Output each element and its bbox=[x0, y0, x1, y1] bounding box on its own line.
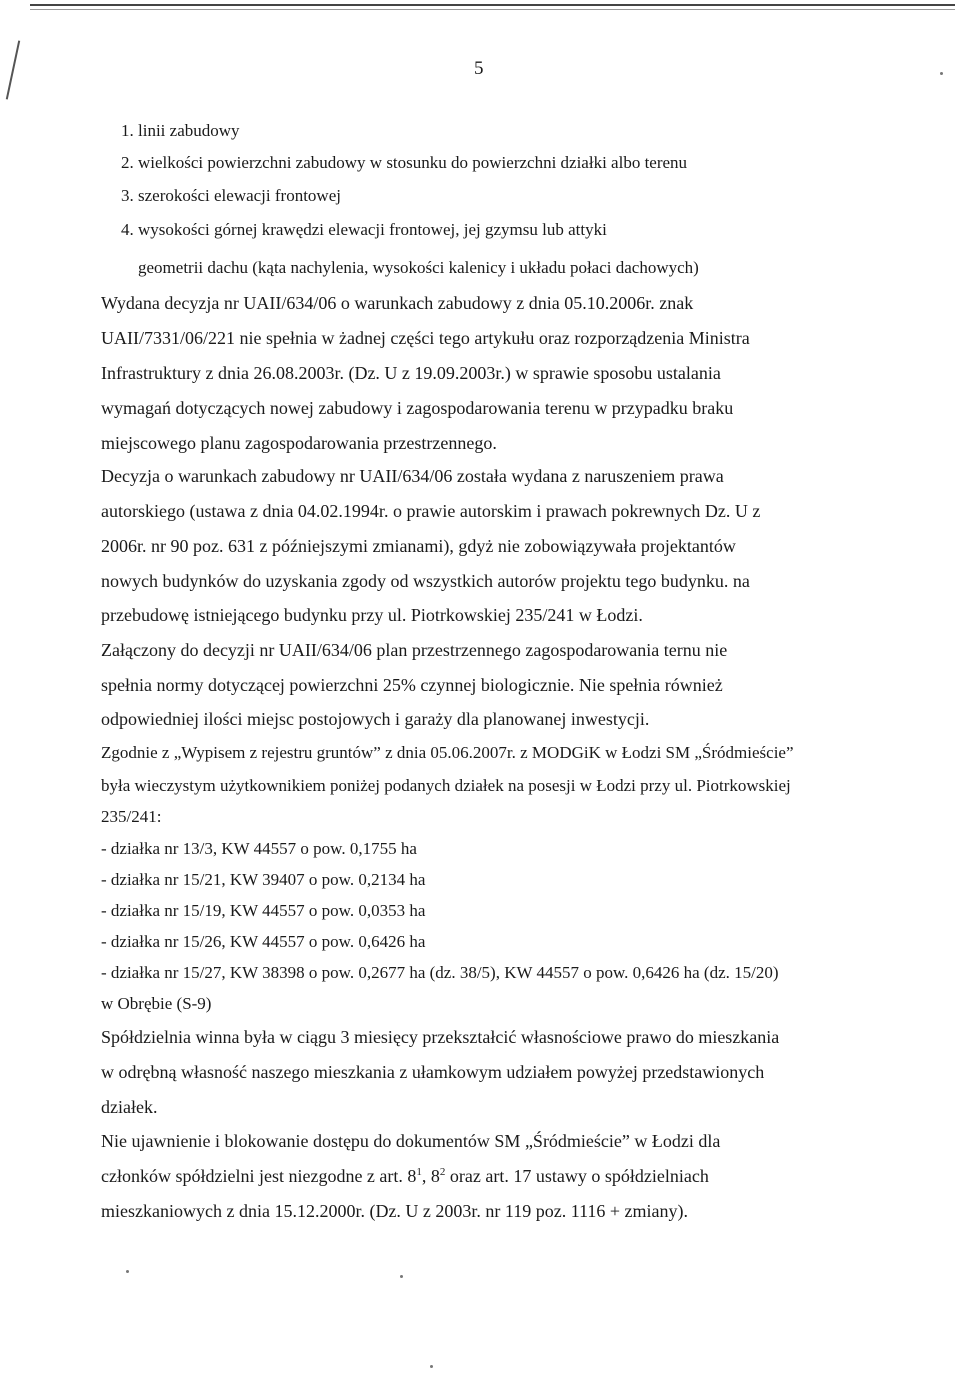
paragraph-line: Zgodnie z „Wypisem z rejestru gruntów” z dnia 05.06.2007r. z MODGiK w Łodzi SM „Śródmieście” bbox=[101, 743, 794, 762]
paragraph-line: była wieczystym użytkownikiem poniżej podanych działek na posesji w Łodzi przy ul. Piotrkowskiej bbox=[101, 776, 791, 795]
paragraph-line: 235/241: bbox=[101, 807, 162, 826]
parcel-item: - działka nr 15/26, KW 44557 o pow. 0,6426 ha bbox=[101, 932, 426, 951]
paragraph-line: Infrastruktury z dnia 26.08.2003r. (Dz. U z 19.09.2003r.) w sprawie sposobu ustalania bbox=[101, 363, 721, 383]
text-span: oraz art. 17 ustawy o spółdzielniach bbox=[445, 1166, 709, 1186]
text-span: członków spółdzielni jest niezgodne z art. 8 bbox=[101, 1166, 417, 1186]
text-span: , 8 bbox=[421, 1166, 440, 1186]
list-item: 2. wielkości powierzchni zabudowy w stosunku do powierzchni działki albo terenu bbox=[121, 153, 688, 172]
scan-dot bbox=[940, 72, 943, 75]
paragraph-line: w odrębną własność naszego mieszkania z ułamkowym udziałem powyżej przedstawionych bbox=[101, 1062, 765, 1082]
paragraph-line: Spółdzielnia winna była w ciągu 3 miesięcy przekształcić własnościowe prawo do mieszkania bbox=[101, 1027, 780, 1047]
top-border-line bbox=[30, 4, 955, 6]
scan-mark bbox=[6, 40, 20, 99]
paragraph-line: Załączony do decyzji nr UAII/634/06 plan przestrzennego zagospodarowania ternu nie bbox=[101, 640, 728, 660]
parcel-item: - działka nr 15/27, KW 38398 o pow. 0,2677 ha (dz. 38/5), KW 44557 o pow. 0,6426 ha (dz. 15/20) bbox=[101, 963, 779, 982]
paragraph-line: miejscowego planu zagospodarowania przestrzennego. bbox=[101, 433, 497, 453]
paragraph-line: 2006r. nr 90 poz. 631 z późniejszymi zmianami), gdyż nie zobowiązywała projektantów bbox=[101, 536, 736, 556]
paragraph-line: mieszkaniowych z dnia 15.12.2000r. (Dz. U z 2003r. nr 119 poz. 1116 + zmiany). bbox=[101, 1201, 689, 1221]
paragraph-line: spełnia normy dotyczącej powierzchni 25% czynnej biologicznie. Nie spełnia również bbox=[101, 675, 723, 695]
paragraph-line: odpowiedniej ilości miejsc postojowych i garaży dla planowanej inwestycji. bbox=[101, 709, 650, 729]
scan-dot bbox=[400, 1275, 403, 1278]
top-border-line-thin bbox=[30, 9, 955, 10]
paragraph-line: nowych budynków do uzyskania zgody od wszystkich autorów projektu tego budynku. na bbox=[101, 571, 750, 591]
list-item: 1. linii zabudowy bbox=[121, 121, 240, 140]
paragraph-line: przebudowę istniejącego budynku przy ul. Piotrkowskiej 235/241 w Łodzi. bbox=[101, 605, 643, 625]
paragraph-line: działek. bbox=[101, 1097, 158, 1117]
paragraph-line: UAII/7331/06/221 nie spełnia w żadnej części tego artykułu oraz rozporządzenia Ministra bbox=[101, 328, 750, 348]
list-item: 3. szerokości elewacji frontowej bbox=[121, 186, 341, 205]
paragraph-line: w Obrębie (S-9) bbox=[101, 994, 212, 1013]
list-item: 4. wysokości górnej krawędzi elewacji frontowej, jej gzymsu lub attyki bbox=[121, 220, 607, 239]
paragraph-line: autorskiego (ustawa z dnia 04.02.1994r. o prawie autorskim i prawach pokrewnych Dz. U z bbox=[101, 501, 761, 521]
paragraph-line: Nie ujawnienie i blokowanie dostępu do dokumentów SM „Śródmieście” w Łodzi dla bbox=[101, 1131, 721, 1151]
paragraph-line: Decyzja o warunkach zabudowy nr UAII/634/06 została wydana z naruszeniem prawa bbox=[101, 466, 724, 486]
superscript: 1 bbox=[416, 1166, 422, 1178]
superscript: 2 bbox=[439, 1166, 446, 1178]
parcel-item: - działka nr 15/21, KW 39407 o pow. 0,2134 ha bbox=[101, 870, 426, 889]
parcel-item: - działka nr 13/3, KW 44557 o pow. 0,1755 ha bbox=[101, 839, 417, 858]
scan-dot bbox=[430, 1365, 433, 1368]
paragraph-line: Wydana decyzja nr UAII/634/06 o warunkach zabudowy z dnia 05.10.2006r. znak bbox=[101, 293, 694, 313]
parcel-item: - działka nr 15/19, KW 44557 o pow. 0,0353 ha bbox=[101, 901, 426, 920]
paragraph-line bbox=[101, 1165, 709, 1187]
paragraph-line: wymagań dotyczących nowej zabudowy i zagospodarowania terenu w przypadku braku bbox=[101, 398, 734, 418]
page-number: 5 bbox=[474, 58, 484, 79]
scan-dot bbox=[126, 1270, 129, 1273]
list-item: geometrii dachu (kąta nachylenia, wysokości kalenicy i układu połaci dachowych) bbox=[138, 258, 699, 277]
